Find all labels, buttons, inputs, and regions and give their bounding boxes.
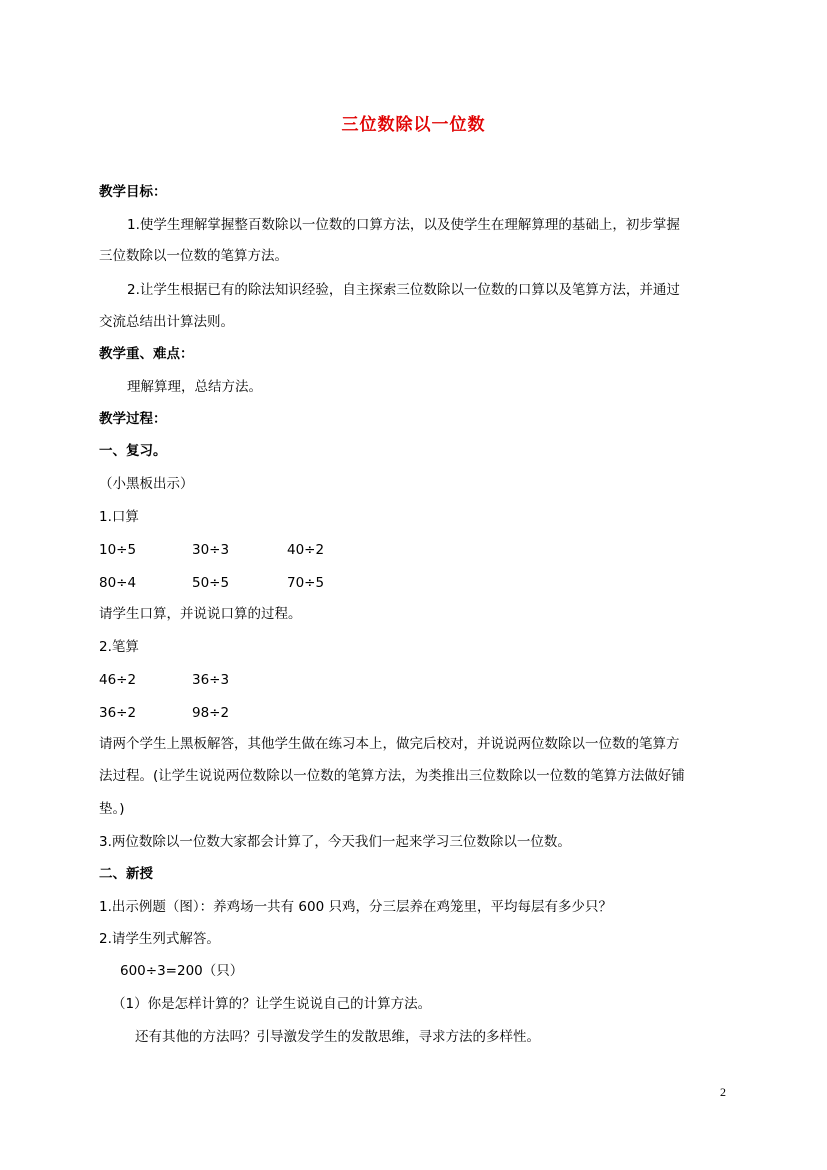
ask-solve: 2.请学生列式解答。 (99, 931, 220, 947)
other-methods: 还有其他的方法吗？引导激发学生的发散思维，寻求方法的多样性。 (135, 1029, 540, 1045)
oral-heading: 1.口算 (99, 509, 139, 525)
written-heading: 2.笔算 (99, 639, 139, 655)
page-number: 2 (720, 1085, 726, 1099)
written-problem: 98÷2 (192, 705, 230, 721)
goal-2-line-1: 2.让学生根据已有的除法知识经验，自主探索三位数除以一位数的口算以及笔算方法，并通过 (127, 282, 680, 298)
oral-problem: 80÷4 (99, 575, 137, 591)
oral-instruction: 请学生口算，并说说口算的过程。 (99, 606, 302, 622)
example-problem: 1.出示例题（图）：养鸡场一共有 600 只鸡，分三层养在鸡笼里，平均每层有多少只？ (99, 899, 612, 915)
goal-1-line-2: 三位数除以一位数的笔算方法。 (99, 248, 288, 264)
new-lesson-heading: 二、新授 (99, 866, 153, 882)
key-points-heading: 教学重、难点： (99, 346, 194, 362)
transition-text: 3.两位数除以一位数大家都会计算了，今天我们一起来学习三位数除以一位数。 (99, 834, 571, 850)
written-problem: 36÷2 (99, 705, 137, 721)
oral-problem: 70÷5 (287, 575, 325, 591)
goal-2-line-2: 交流总结出计算法则。 (99, 314, 234, 330)
written-instruction-line-3: 垫。) (99, 801, 125, 817)
written-problem: 46÷2 (99, 672, 137, 688)
oral-problem: 30÷3 (192, 542, 230, 558)
review-heading: 一、复习。 (99, 443, 167, 459)
process-heading: 教学过程： (99, 411, 167, 427)
goals-heading: 教学目标： (99, 184, 167, 200)
written-instruction-line-1: 请两个学生上黑板解答，其他学生做在练习本上，做完后校对，并说说两位数除以一位数的笔算方 (99, 736, 680, 752)
equation: 600÷3=200（只） (120, 963, 244, 979)
written-problem: 36÷3 (192, 672, 230, 688)
blackboard-note: （小黑板出示） (99, 476, 194, 492)
oral-problem: 50÷5 (192, 575, 230, 591)
question-1: （1）你是怎样计算的？让学生说说自己的计算方法。 (112, 996, 432, 1012)
written-instruction-line-2: 法过程。(让学生说说两位数除以一位数的笔算方法，为类推出三位数除以一位数的笔算方法做好铺 (99, 768, 685, 784)
goal-1-line-1: 1.使学生理解掌握整百数除以一位数的口算方法，以及使学生在理解算理的基础上，初步掌握 (127, 217, 680, 233)
oral-problem: 10÷5 (99, 542, 137, 558)
oral-problem: 40÷2 (287, 542, 325, 558)
key-points-text: 理解算理，总结方法。 (127, 379, 262, 395)
document-title: 三位数除以一位数 (341, 115, 486, 135)
